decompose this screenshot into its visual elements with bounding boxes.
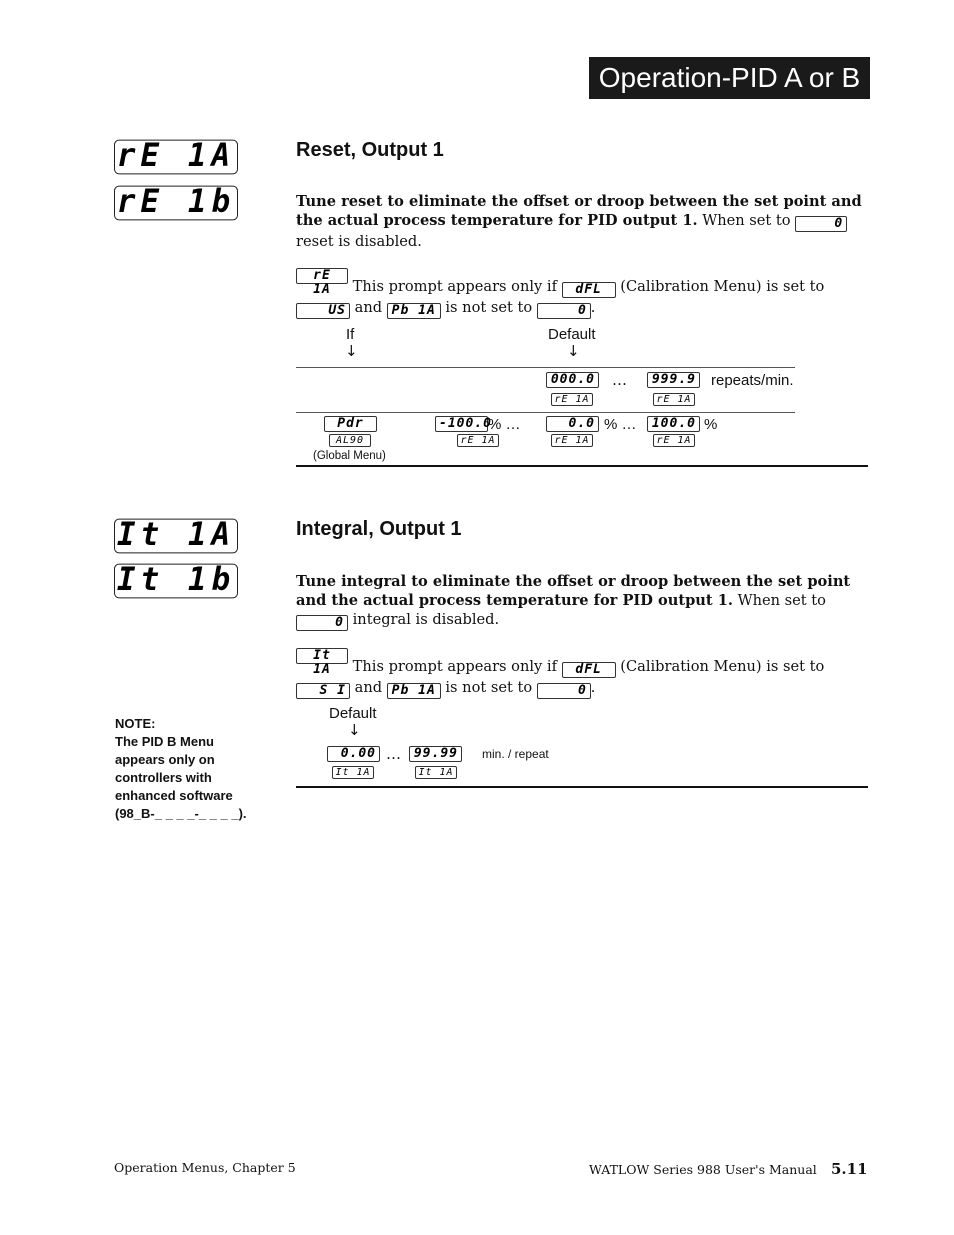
- note-line: enhanced software: [115, 788, 233, 803]
- si-display: S I: [296, 683, 350, 699]
- integral-when-text: When set to: [737, 592, 826, 609]
- integral-heading: Integral, Output 1: [296, 518, 462, 540]
- display-re1b: rE 1b: [114, 186, 238, 221]
- pb1a-display: Pb 1A: [387, 303, 441, 319]
- integral-prompt-display: It 1A: [296, 648, 348, 664]
- reset-prompt-text2: (Calibration Menu) is set to: [620, 278, 825, 295]
- reset-range-ellipsis: …: [612, 371, 627, 389]
- reset-prompt-text1: This prompt appears only if: [352, 278, 557, 295]
- integral-range-min: 0.00: [327, 746, 380, 762]
- default-arrow: ↓: [567, 342, 580, 360]
- page-number: 5.11: [831, 1160, 868, 1178]
- row2-max-unit: %: [704, 416, 718, 433]
- reset-range-unit: repeats/min.: [711, 372, 794, 389]
- integral-disabled-text: integral is disabled.: [352, 611, 500, 628]
- integral-prompt-text2: (Calibration Menu) is set to: [620, 658, 825, 675]
- row2-default: 0.0: [546, 416, 599, 432]
- row2-default-tag: rE 1A: [551, 434, 593, 447]
- integral-not-set-text: is not set to: [445, 679, 533, 696]
- integral-default-arrow: ↓: [348, 721, 361, 739]
- reset-zero-display: 0: [795, 216, 847, 232]
- integral-dfl-display: dFL: [562, 662, 616, 678]
- footer-manual: WATLOW Series 988 User's Manual: [589, 1162, 817, 1177]
- integral-zero-display-2: 0: [537, 683, 591, 699]
- note-line: (98_B-_ _ _ _-_ _ _ _).: [115, 806, 247, 821]
- note-line: appears only on: [115, 752, 215, 767]
- reset-range-max: 999.9: [647, 372, 700, 388]
- display-re1a: rE 1A: [114, 140, 238, 175]
- row2-default-unit: % …: [604, 416, 637, 433]
- integral-prompt-note: [296, 648, 868, 699]
- default-label: Default: [548, 326, 596, 343]
- al90-display: AL90: [329, 434, 371, 447]
- display-it1a: It 1A: [114, 519, 238, 554]
- footer-chapter: Operation Menus, Chapter 5: [114, 1160, 296, 1175]
- table-divider-top: [296, 367, 795, 368]
- dfl-display: dFL: [562, 282, 616, 298]
- integral-range-unit: min. / repeat: [482, 747, 549, 761]
- page-title: Operation-PID A or B: [589, 57, 870, 99]
- integral-pb1a-display: Pb 1A: [387, 683, 441, 699]
- row2-max-tag: rE 1A: [653, 434, 695, 447]
- row2-min-tag: rE 1A: [457, 434, 499, 447]
- reset-bold-text: Tune reset to eliminate the offset or droop between the set point and the actual process temperature for PID output 1.: [296, 193, 862, 229]
- integral-default-label: Default: [329, 705, 377, 722]
- reset-range-min: 000.0: [546, 372, 599, 388]
- if-arrow: ↓: [345, 342, 358, 360]
- integral-range-ellipsis: …: [386, 745, 401, 763]
- reset-disabled-text: reset is disabled.: [296, 233, 422, 250]
- integral-zero-display: 0: [296, 615, 348, 631]
- integral-range-min-tag: It 1A: [332, 766, 374, 779]
- integral-prompt-text1: This prompt appears only if: [352, 658, 557, 675]
- integral-period: .: [590, 679, 596, 696]
- reset-prompt-note: [296, 268, 868, 319]
- reset-range-max-tag: rE 1A: [653, 393, 695, 406]
- integral-bold-text: Tune integral to eliminate the offset or droop between the set point and the actual process temperature for PID output 1.: [296, 573, 851, 609]
- reset-not-set-text: is not set to: [445, 299, 533, 316]
- global-menu-note: (Global Menu): [313, 450, 386, 462]
- reset-prompt-display: rE 1A: [296, 268, 348, 284]
- reset-when-text: When set to: [702, 212, 791, 229]
- display-it1b: It 1b: [114, 564, 238, 599]
- note-label: NOTE:: [115, 716, 156, 731]
- integral-range-max-tag: It 1A: [415, 766, 457, 779]
- reset-and-text: and: [354, 299, 383, 316]
- note-line: controllers with: [115, 770, 212, 785]
- note-box: [115, 715, 275, 823]
- reset-range-min-tag: rE 1A: [551, 393, 593, 406]
- pdr-display: Pdr: [324, 416, 377, 432]
- row2-min: -100.0: [435, 416, 488, 432]
- if-label: If: [346, 326, 355, 343]
- reset-zero-display-2: 0: [537, 303, 591, 319]
- integral-and-text: and: [354, 679, 383, 696]
- us-display: US: [296, 303, 350, 319]
- integral-section-rule: [296, 786, 868, 788]
- reset-heading: Reset, Output 1: [296, 139, 444, 161]
- table-divider-mid: [296, 412, 795, 413]
- reset-description: [296, 192, 868, 251]
- integral-description: [296, 572, 868, 631]
- row2-max: 100.0: [647, 416, 700, 432]
- integral-range-max: 99.99: [409, 746, 462, 762]
- reset-period: .: [590, 299, 596, 316]
- note-line: The PID B Menu: [115, 734, 214, 749]
- row2-min-unit: % …: [488, 416, 521, 433]
- reset-section-rule: [296, 465, 868, 467]
